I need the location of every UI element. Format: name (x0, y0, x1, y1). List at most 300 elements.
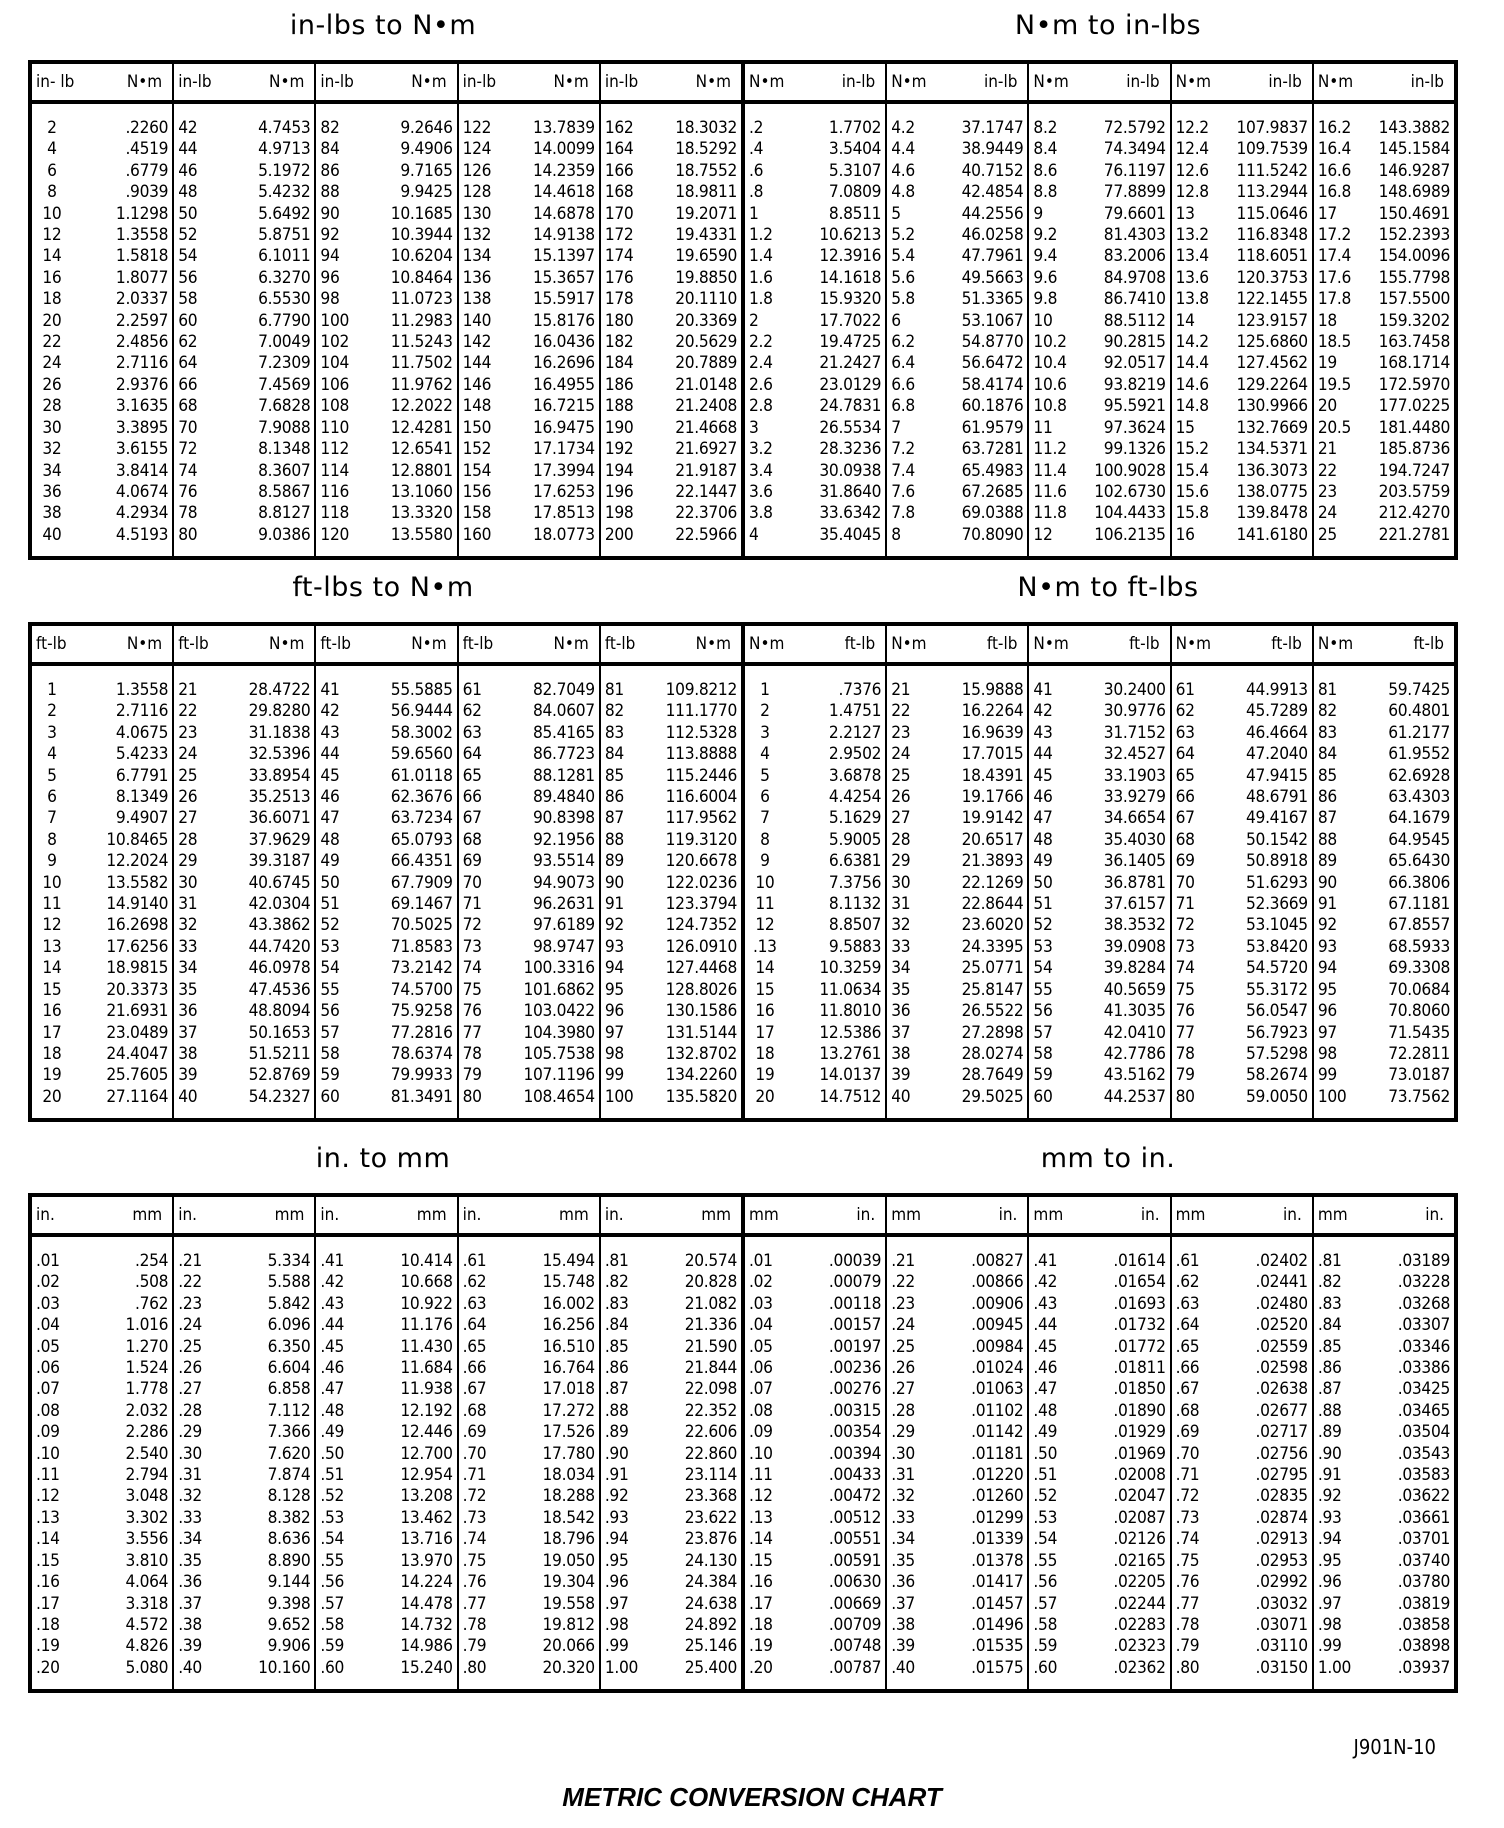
table-row (1172, 1615, 1312, 1636)
source-value: 84 (1317, 744, 1337, 765)
source-value: 32 (891, 915, 911, 936)
table-row (174, 418, 314, 439)
source-value: 74 (462, 958, 482, 979)
source-value: .17 (749, 1593, 773, 1614)
source-value: 67 (462, 808, 482, 829)
converted-value: 7.620 (267, 1443, 311, 1464)
table-row (1314, 701, 1454, 722)
column-header (1172, 64, 1312, 104)
source-value: 72 (178, 439, 198, 460)
source-value: .43 (320, 1293, 345, 1314)
header-to-unit: in-lb (1410, 72, 1445, 92)
table-row (174, 1636, 314, 1657)
source-value: 40 (42, 524, 62, 545)
table-row (1029, 396, 1169, 417)
table-row (1172, 332, 1312, 353)
table-row (174, 766, 314, 787)
table-row (32, 744, 172, 765)
header-from-unit: ft-lb (36, 634, 67, 654)
column-body (316, 1237, 456, 1689)
converted-value: 92.0517 (1103, 353, 1166, 374)
source-value: .22 (891, 1272, 915, 1293)
source-value: 15 (755, 979, 775, 1000)
converted-value: 18.796 (542, 1529, 595, 1550)
table-row (601, 1508, 741, 1529)
left-table-title: ft-lbs to N•m (292, 572, 474, 603)
source-value: 16 (755, 1001, 775, 1022)
source-value: 51 (320, 894, 340, 915)
source-value: 14.4 (1175, 353, 1209, 374)
table-row (1172, 246, 1312, 267)
source-value: 19 (42, 1065, 62, 1086)
converted-value: 18.0773 (532, 524, 595, 545)
converted-value: .02323 (1113, 1636, 1166, 1657)
converted-value: 136.3073 (1236, 460, 1308, 481)
converted-value: 19.050 (542, 1550, 595, 1571)
header-to-unit: in-lb (1126, 72, 1160, 92)
table-row (887, 482, 1027, 503)
converted-value: .00591 (828, 1550, 882, 1571)
source-value: .88 (1317, 1400, 1342, 1421)
source-value: 14.6 (1175, 374, 1209, 395)
converted-value: 24.130 (684, 1550, 738, 1571)
table-row (459, 332, 599, 353)
column-pair (172, 626, 314, 1118)
source-value: 47 (320, 808, 340, 829)
source-value: .59 (320, 1636, 345, 1657)
source-value: 98 (604, 1043, 624, 1064)
converted-value: 4.0675 (115, 722, 169, 743)
source-value: 12 (42, 225, 62, 246)
table-row (1029, 744, 1169, 765)
converted-value: 74.3494 (1103, 139, 1166, 160)
column-pair (1312, 1197, 1454, 1689)
source-value: .46 (320, 1358, 345, 1379)
column-header (601, 626, 741, 666)
converted-value: 103.0422 (523, 1001, 595, 1022)
table-row (316, 1615, 456, 1636)
source-value: 54 (320, 958, 340, 979)
source-value: 82 (604, 701, 624, 722)
source-value: .45 (1033, 1336, 1058, 1357)
source-value: 6 (891, 310, 901, 331)
table-row (32, 1508, 172, 1529)
table-row (1172, 1594, 1312, 1615)
source-value: 31 (178, 894, 198, 915)
table-row (1029, 1272, 1169, 1293)
table-row (459, 1294, 599, 1315)
converted-value: 71.8583 (390, 936, 453, 957)
source-value: 43 (320, 722, 340, 743)
converted-value: 3.6878 (828, 765, 882, 786)
converted-value: 7.0809 (828, 182, 882, 203)
table-row (174, 744, 314, 765)
chart-caption: METRIC CONVERSION CHART (562, 1782, 942, 1812)
converted-value: 8.1132 (828, 894, 882, 915)
source-value: 92 (1317, 915, 1337, 936)
converted-value: .01339 (971, 1529, 1024, 1550)
table-row (32, 418, 172, 439)
converted-value: 9.906 (267, 1636, 311, 1657)
source-value: 96 (320, 267, 340, 288)
converted-value: 128.8026 (665, 979, 738, 1000)
converted-value: 17.780 (542, 1443, 595, 1464)
converted-value: 139.8478 (1236, 503, 1308, 524)
converted-value: 5.8751 (258, 225, 311, 246)
column-pair (1312, 626, 1454, 1118)
table-row (32, 246, 172, 267)
converted-value: 50.1542 (1246, 829, 1308, 850)
table-row (601, 289, 741, 310)
source-value: 52 (178, 225, 198, 246)
source-value: .76 (1175, 1572, 1200, 1593)
table-row (745, 332, 885, 353)
source-value: .61 (462, 1251, 487, 1271)
source-value: .66 (462, 1358, 487, 1379)
source-value: 22 (1317, 460, 1337, 481)
table-row (745, 894, 885, 915)
source-value: .96 (604, 1572, 629, 1593)
source-value: 6.4 (891, 353, 915, 374)
converted-value: 69.3308 (1388, 958, 1451, 979)
source-value: 11.6 (1033, 481, 1067, 502)
source-value: 97 (604, 1022, 624, 1043)
converted-value: 18.3032 (675, 118, 738, 138)
source-value: 76 (178, 481, 198, 502)
converted-value: 97.3624 (1103, 417, 1166, 438)
converted-value: .01969 (1113, 1443, 1166, 1464)
converted-value: 19.4331 (675, 225, 738, 246)
converted-value: 21.6927 (675, 439, 738, 460)
source-value: 15.6 (1175, 481, 1209, 502)
table-row (1029, 1065, 1169, 1086)
converted-value: 5.588 (267, 1272, 311, 1293)
source-value: .55 (320, 1550, 345, 1571)
converted-value: .00866 (971, 1272, 1024, 1293)
converted-value: 150.4691 (1378, 203, 1451, 224)
table-row (1314, 808, 1454, 829)
table-row (174, 439, 314, 460)
table-row (1029, 1379, 1169, 1400)
converted-value: 28.7649 (961, 1065, 1024, 1086)
source-value: 20.5 (1317, 417, 1352, 438)
converted-value: 12.3916 (819, 246, 882, 267)
table-row (601, 204, 741, 225)
converted-value: 130.1586 (665, 1001, 738, 1022)
table-row (1172, 439, 1312, 460)
source-value: 6 (47, 160, 57, 181)
converted-value: 75.9258 (390, 1001, 453, 1022)
table-row (601, 503, 741, 524)
table-row (1029, 1251, 1169, 1272)
source-value: 63 (462, 722, 482, 743)
source-value: .4 (749, 139, 764, 160)
converted-value: 5.080 (125, 1657, 169, 1678)
source-value: .05 (36, 1336, 60, 1357)
table-row (459, 958, 599, 979)
converted-value: 47.9415 (1246, 765, 1308, 786)
source-value: 31 (891, 894, 911, 915)
converted-value: .03780 (1397, 1572, 1451, 1593)
column-body (1029, 1237, 1169, 1689)
table-row (1314, 1465, 1454, 1486)
column-pair (314, 626, 456, 1118)
column-pair (599, 64, 741, 556)
converted-value: 59.0050 (1246, 1086, 1308, 1107)
source-value: 170 (604, 203, 634, 224)
converted-value: .03740 (1397, 1550, 1451, 1571)
header-from-unit: mm (1033, 1205, 1064, 1225)
converted-value: 37.6157 (1103, 894, 1166, 915)
source-value: .09 (749, 1422, 773, 1443)
table-row (316, 161, 456, 182)
converted-value: 9.398 (267, 1593, 311, 1614)
source-value: 20 (755, 1086, 775, 1107)
source-value: 186 (604, 374, 634, 395)
table-row (459, 851, 599, 872)
source-value: 42 (1033, 701, 1053, 722)
table-row (745, 1251, 885, 1272)
source-value: 94 (1317, 958, 1337, 979)
table-row (1172, 937, 1312, 958)
converted-value: 33.1903 (1103, 765, 1166, 786)
source-value: 5.8 (891, 289, 915, 310)
table-row (1172, 1422, 1312, 1443)
converted-value: 4.826 (125, 1636, 169, 1657)
table-row (601, 1065, 741, 1086)
converted-value: 72.5792 (1103, 118, 1166, 138)
source-value: .67 (1175, 1379, 1200, 1400)
source-value: 64 (1175, 744, 1195, 765)
converted-value: .02520 (1255, 1315, 1308, 1336)
source-value: 24 (178, 744, 198, 765)
converted-value: 3.8414 (115, 460, 169, 481)
source-value: .32 (891, 1486, 915, 1507)
source-value: 61 (1175, 680, 1195, 700)
table-row (1172, 461, 1312, 482)
header-from-unit: N•m (1033, 634, 1069, 654)
source-value: 94 (320, 246, 340, 267)
table-row (174, 1087, 314, 1108)
table-row (1172, 482, 1312, 503)
table-row (1029, 482, 1169, 503)
converted-value: .9039 (125, 182, 169, 203)
table-row (745, 1551, 885, 1572)
source-value: 35 (891, 979, 911, 1000)
source-value: 22 (891, 701, 911, 722)
source-value: .20 (36, 1657, 60, 1678)
table-row (316, 1023, 456, 1044)
source-value: .65 (1175, 1336, 1200, 1357)
source-value: 8 (891, 524, 901, 545)
table-row (459, 1023, 599, 1044)
table-row (745, 915, 885, 936)
source-value: 41 (1033, 680, 1053, 700)
source-value: 93 (604, 936, 624, 957)
converted-value: 19.304 (542, 1572, 595, 1593)
converted-value: 15.9888 (961, 680, 1024, 700)
source-value: 92 (320, 225, 340, 246)
converted-value: 72.2811 (1388, 1043, 1451, 1064)
table-row (316, 439, 456, 460)
converted-value: .01260 (971, 1486, 1024, 1507)
converted-value: 69.0388 (961, 503, 1024, 524)
source-value: 150 (462, 417, 492, 438)
converted-value: 10.414 (400, 1251, 453, 1271)
source-value: 73 (1175, 936, 1195, 957)
source-value: 70 (178, 417, 198, 438)
converted-value: 56.9444 (390, 701, 453, 722)
table-row (316, 353, 456, 374)
source-value: 54 (1033, 958, 1053, 979)
converted-value: 24.892 (684, 1614, 738, 1635)
source-value: 124 (462, 139, 492, 160)
source-value: 13 (42, 936, 62, 957)
converted-value: 6.3270 (258, 267, 311, 288)
source-value: .40 (891, 1657, 915, 1678)
table-row (459, 808, 599, 829)
converted-value: 37.9629 (248, 829, 311, 850)
converted-value: 49.5663 (961, 267, 1024, 288)
table-row (1314, 225, 1454, 246)
converted-value: .02244 (1113, 1593, 1166, 1614)
source-value: 4.8 (891, 182, 915, 203)
converted-value: 50.8918 (1246, 851, 1308, 872)
source-value: 130 (462, 203, 492, 224)
source-value: 6 (760, 787, 770, 808)
table-row (174, 937, 314, 958)
table-row (316, 937, 456, 958)
column-body (745, 1237, 885, 1689)
source-value: 11 (755, 894, 775, 915)
converted-value: 73.2142 (390, 958, 453, 979)
source-value: 86 (604, 787, 624, 808)
source-value: .52 (1033, 1486, 1058, 1507)
converted-value: 2.286 (125, 1422, 169, 1443)
source-value: 48 (320, 829, 340, 850)
table-row (601, 482, 741, 503)
source-value: .12 (36, 1486, 60, 1507)
converted-value: 15.240 (400, 1657, 453, 1678)
source-value: 49 (320, 851, 340, 872)
source-value: 9 (1033, 203, 1043, 224)
converted-value: .02835 (1255, 1486, 1308, 1507)
converted-value: 11.176 (400, 1315, 453, 1336)
table-row (601, 1551, 741, 1572)
table-row (745, 482, 885, 503)
source-value: .59 (1033, 1636, 1058, 1657)
column-body (459, 1237, 599, 1689)
source-value: .37 (178, 1593, 202, 1614)
table-row (601, 1444, 741, 1465)
converted-value: 53.8420 (1246, 936, 1308, 957)
table-row (174, 246, 314, 267)
source-value: 90 (1317, 872, 1337, 893)
converted-value: 5.1629 (828, 808, 882, 829)
converted-value: 88.5112 (1103, 310, 1166, 331)
converted-value: 22.098 (684, 1379, 738, 1400)
converted-value: .02165 (1113, 1550, 1166, 1571)
source-value: 2 (749, 310, 759, 331)
converted-value: 22.606 (684, 1422, 738, 1443)
table-row (32, 873, 172, 894)
converted-value: 157.5500 (1378, 289, 1451, 310)
column-header (745, 64, 885, 104)
source-value: 23 (178, 722, 198, 743)
table-row (601, 744, 741, 765)
source-value: 46 (1033, 787, 1053, 808)
column-header (316, 64, 456, 104)
table-row (887, 723, 1027, 744)
table-row (174, 1486, 314, 1507)
source-value: .93 (604, 1507, 629, 1528)
converted-value: 14.9140 (106, 894, 169, 915)
source-value: 96 (1317, 1001, 1337, 1022)
converted-value: 2.2597 (115, 310, 169, 331)
source-value: .85 (604, 1336, 629, 1357)
converted-value: .02795 (1255, 1465, 1308, 1486)
table-row (459, 1422, 599, 1443)
converted-value: .00984 (971, 1336, 1024, 1357)
converted-value: 15.5917 (532, 289, 595, 310)
table-row (745, 439, 885, 460)
converted-value: 35.4030 (1103, 829, 1166, 850)
converted-value: .00079 (828, 1272, 882, 1293)
converted-value: 20.3373 (106, 979, 169, 1000)
source-value: 30 (42, 417, 62, 438)
source-value: 182 (604, 332, 634, 353)
converted-value: .4519 (125, 139, 169, 160)
table-row (459, 980, 599, 1001)
source-value: .74 (462, 1529, 487, 1550)
table-row (459, 1401, 599, 1422)
table-row (601, 375, 741, 396)
converted-value: 5.3107 (828, 160, 882, 181)
table-row (1314, 1401, 1454, 1422)
source-value: 34 (891, 958, 911, 979)
table-row (459, 1065, 599, 1086)
source-value: .69 (1175, 1422, 1200, 1443)
column-header (459, 1197, 599, 1237)
converted-value: 17.7022 (819, 310, 882, 331)
table-row (887, 937, 1027, 958)
converted-value: 67.8557 (1388, 915, 1451, 936)
converted-value: 23.368 (684, 1486, 738, 1507)
source-value: 12.8 (1175, 182, 1209, 203)
source-value: .04 (36, 1315, 60, 1336)
table-row (316, 1251, 456, 1272)
table-row (32, 332, 172, 353)
converted-value: 212.4270 (1378, 503, 1451, 524)
converted-value: 168.1714 (1378, 353, 1451, 374)
header-to-unit: in. (856, 1205, 876, 1225)
table-row (887, 1615, 1027, 1636)
source-value: 91 (604, 894, 624, 915)
table-row (745, 1486, 885, 1507)
table-row (316, 851, 456, 872)
converted-value: 16.256 (542, 1315, 595, 1336)
table-row (1029, 246, 1169, 267)
header-to-unit: in-lb (983, 72, 1018, 92)
source-value: 112 (320, 439, 350, 460)
source-value: 2.6 (749, 374, 773, 395)
table-row (32, 225, 172, 246)
table-row (1029, 1486, 1169, 1507)
source-value: 50 (1033, 872, 1053, 893)
header-to-unit: N•m (126, 634, 163, 654)
source-value: .22 (178, 1272, 202, 1293)
converted-value: 3.302 (125, 1507, 169, 1528)
